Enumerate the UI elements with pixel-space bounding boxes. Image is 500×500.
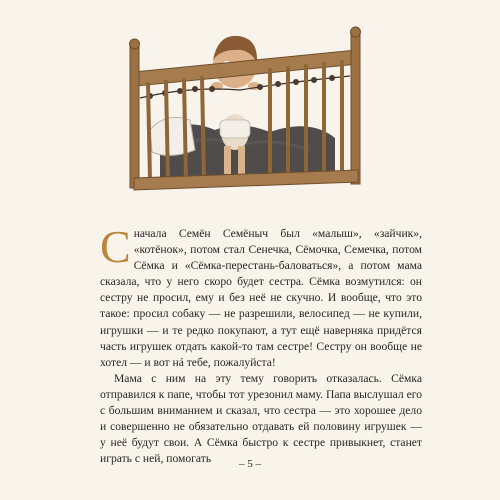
paragraph-1 [100, 221, 422, 371]
paragraph-2: Мама с ним на эту тему говорить отказалась. Сёмка отправился к папе, чтобы тот урезонил маму. Папа выслушал его с большим вниманием и сказал, что сестра — это хорошее дело и совершенно не обязательно отдавать ей половину игрушек — у неё будут свои. А Сёмка быстро к сестре привыкнет, станет играть с ней, помогать [100, 371, 422, 466]
drop-cap: С [100, 221, 131, 272]
story-text [100, 221, 422, 467]
boy-in-crib-illustration [120, 20, 370, 192]
page-number: – 5 – [239, 458, 261, 470]
paragraph-1-text: начала Семён Семёныч был «малыш», «зайчик», «котёнок», потом стал Сенечка, Сёмочка, Семечка, потом Сёмка и «Сёмка-перестань-баловаться», а потом мама сказала, что у него скоро будет сестра. Сёмка возмутился: он сестру не просил, ему и без неё не скучно. И вообще, что это такое: просил собаку — не разрешили, велосипед — не купили, игрушки — и те редко покупают, а тут ещё наверняка придётся часть игрушек отдать какой-то там сестре! Сестру он вообще не хотел — и вот нá тебе, пожалуйста! [100, 227, 422, 369]
